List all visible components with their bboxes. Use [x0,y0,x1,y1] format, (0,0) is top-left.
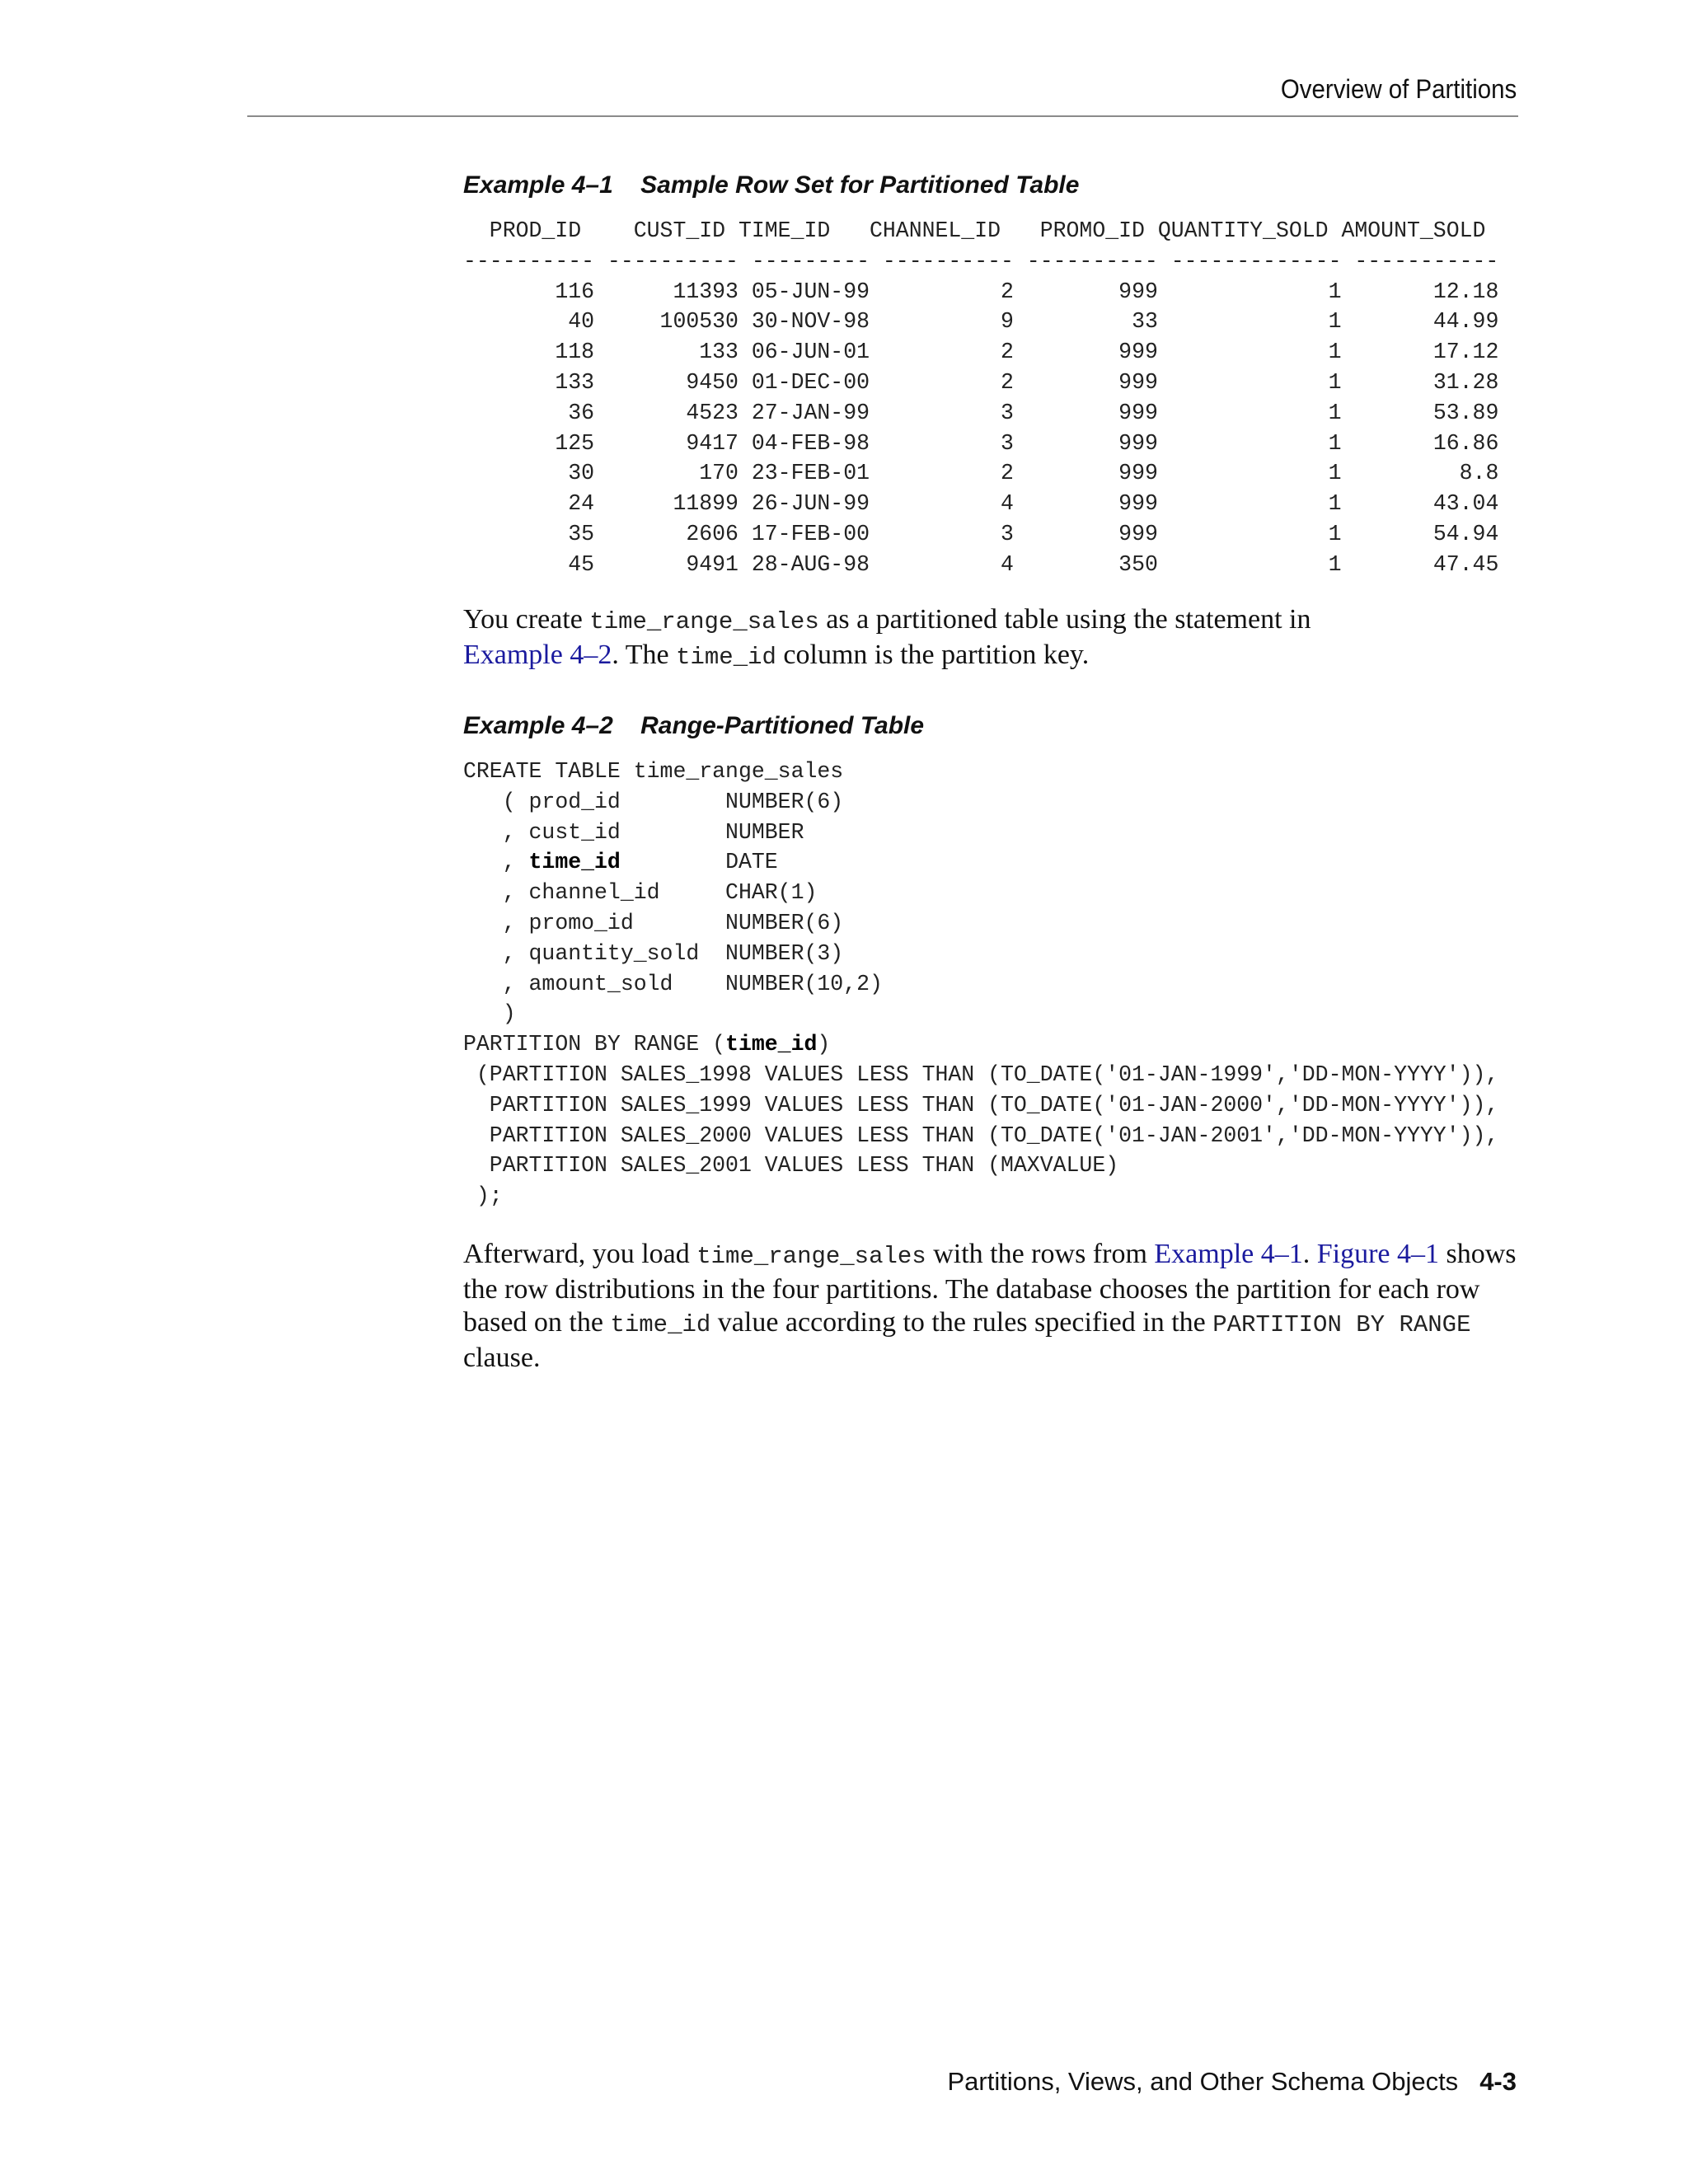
table-cell-amount-sold: 31.28 [1354,369,1499,395]
code-line: , channel_id CHAR(1) [463,880,818,906]
table-cell-quantity-sold: 1 [1170,430,1342,456]
table-cell-amount-sold: 47.45 [1354,551,1499,577]
table-cell-cust-id: 9450 [607,369,738,395]
table-cell-quantity-sold: 1 [1170,491,1342,517]
table-row [463,552,1498,577]
table-cell-promo-id: 999 [1026,369,1158,395]
table-row [463,370,1498,395]
table-cell-cust-id: 170 [607,461,738,486]
table-cell-channel-id: 2 [882,369,1014,395]
table-cell-time-id: 01-DEC-00 [751,369,870,395]
table-cell-prod-id: 133 [463,369,595,395]
table-cell-channel-id: 2 [882,340,1014,365]
table-cell-channel-id: 2 [882,279,1014,304]
table-cell-promo-id: 999 [1026,491,1158,517]
code-line: ); [463,1183,503,1209]
table-cell-quantity-sold: 1 [1170,309,1342,335]
table-cell-channel-id: 3 [882,400,1014,425]
table-cell-amount-sold: 12.18 [1354,279,1499,304]
table-cell-amount-sold: 17.12 [1354,340,1499,365]
code-time-id: time_id [610,1311,711,1338]
code-time-id: time_id [676,644,776,671]
code-line: , quantity_sold NUMBER(3) [463,940,844,966]
table-cell-promo-id: 999 [1026,400,1158,425]
table-cell-time-id: 27-JAN-99 [751,400,870,425]
table-row [463,309,1498,334]
table-row [463,491,1498,516]
table-cell-promo-id: 33 [1026,309,1158,335]
code-line: (PARTITION SALES_1998 VALUES LESS THAN (TO_DATE('01-JAN-1999','DD-MON-YYYY')), [463,1062,1499,1087]
table-cell-promo-id: 999 [1026,521,1158,546]
table-cell-amount-sold: 16.86 [1354,430,1499,456]
table-row [463,522,1498,546]
table-cell-time-id: 26-JUN-99 [751,491,870,517]
table-cell-prod-id: 30 [463,461,595,486]
table-cell-promo-id: 999 [1026,461,1158,486]
code-line: , time_id DATE [463,850,778,875]
create-table-statement [463,757,1498,1212]
link-example-4-1[interactable]: Example 4–1 [1154,1239,1303,1269]
table-cell-prod-id: 125 [463,430,595,456]
table-cell-channel-id: 3 [882,430,1014,456]
table-cell-time-id: 23-FEB-01 [751,461,870,486]
table-cell-cust-id: 4523 [607,400,738,425]
code-line: , promo_id NUMBER(6) [463,910,844,935]
table-cell-channel-id: 4 [882,551,1014,577]
table-cell-channel-id: 2 [882,461,1014,486]
table-cell-time-id: 17-FEB-00 [751,521,870,546]
table-cell-prod-id: 40 [463,309,595,335]
table-cell-cust-id: 9417 [607,430,738,456]
table-cell-amount-sold: 54.94 [1354,521,1499,546]
table-row [463,279,1498,304]
table-cell-quantity-sold: 1 [1170,369,1342,395]
example-4-2-caption: Example 4–2 Range-Partitioned Table [463,712,925,739]
table-cell-promo-id: 999 [1026,430,1158,456]
table-cell-promo-id: 999 [1026,279,1158,304]
table-cell-channel-id: 4 [882,491,1014,517]
table-cell-time-id: 30-NOV-98 [751,309,870,335]
code-line: , amount_sold NUMBER(10,2) [463,971,883,996]
table-cell-quantity-sold: 1 [1170,340,1342,365]
table-row [463,401,1498,425]
footer-title: Partitions, Views, and Other Schema Objects [947,2067,1459,2096]
table-row [463,431,1498,456]
code-line: PARTITION SALES_2000 VALUES LESS THAN (TO_DATE('01-JAN-2001','DD-MON-YYYY')), [463,1122,1499,1148]
code-partition-by-range: PARTITION BY RANGE [1212,1311,1471,1338]
sample-rows-table [463,216,1498,580]
table-cell-quantity-sold: 1 [1170,400,1342,425]
table-header: PROD_ID CUST_ID TIME_ID CHANNEL_ID PROMO_ID QUANTITY_SOLD AMOUNT_SOLD [463,218,1486,243]
code-time-range-sales: time_range_sales [589,608,819,635]
table-rule: ---------- ---------- --------- ---------- ---------- ------------- ----------- [463,248,1499,274]
table-cell-promo-id: 999 [1026,340,1158,365]
example-4-1-caption: Example 4–1 Sample Row Set for Partitioned Table [463,171,1080,199]
table-cell-amount-sold: 43.04 [1354,491,1499,517]
table-row [463,340,1498,364]
table-cell-amount-sold: 53.89 [1354,400,1499,425]
code-line: PARTITION BY RANGE (time_id) [463,1032,831,1057]
page-number: 4-3 [1479,2067,1517,2096]
table-cell-prod-id: 35 [463,521,595,546]
code-time-range-sales: time_range_sales [696,1243,926,1270]
table-cell-channel-id: 3 [882,521,1014,546]
code-line: ) [463,1001,516,1027]
table-cell-quantity-sold: 1 [1170,461,1342,486]
table-cell-promo-id: 350 [1026,551,1158,577]
table-cell-time-id: 28-AUG-98 [751,551,870,577]
table-cell-time-id: 06-JUN-01 [751,340,870,365]
running-footer [947,2067,1517,2097]
link-example-4-2[interactable]: Example 4–2 [463,640,612,670]
table-cell-prod-id: 45 [463,551,595,577]
table-cell-prod-id: 118 [463,340,595,365]
code-line: PARTITION SALES_1999 VALUES LESS THAN (TO_DATE('01-JAN-2000','DD-MON-YYYY')), [463,1092,1499,1118]
code-line: PARTITION SALES_2001 VALUES LESS THAN (MAXVALUE) [463,1153,1119,1179]
code-line: , cust_id NUMBER [463,819,804,845]
header-rule [247,115,1518,117]
table-cell-channel-id: 9 [882,309,1014,335]
table-cell-quantity-sold: 1 [1170,279,1342,304]
paragraph-intro: You create time_range_sales as a partitioned table using the statement in Example 4–2. The time_id column is the partition key. [463,604,1311,671]
table-cell-cust-id: 133 [607,340,738,365]
code-keyword-time-id: time_id [725,1032,818,1057]
code-keyword-time-id: time_id [528,850,621,875]
table-cell-cust-id: 2606 [607,521,738,546]
table-cell-cust-id: 11899 [607,491,738,517]
running-header: Overview of Partitions [1280,74,1517,104]
table-cell-prod-id: 24 [463,491,595,517]
table-row [463,461,1498,485]
paragraph-afterward: Afterward, you load time_range_sales with the rows from Example 4–1. Figure 4–1 shows the row distributions in the four partitions. The database chooses the partition for each row based on the time_id value according to the rules specified in the PARTITION BY RANGE clause. [463,1239,1517,1373]
table-cell-quantity-sold: 1 [1170,521,1342,546]
table-cell-time-id: 04-FEB-98 [751,430,870,456]
link-figure-4-1[interactable]: Figure 4–1 [1316,1239,1440,1269]
table-cell-quantity-sold: 1 [1170,551,1342,577]
code-line: ( prod_id NUMBER(6) [463,789,844,814]
table-cell-cust-id: 11393 [607,279,738,304]
code-line: CREATE TABLE time_range_sales [463,759,844,784]
table-cell-prod-id: 36 [463,400,595,425]
table-cell-time-id: 05-JUN-99 [751,279,870,304]
table-cell-cust-id: 100530 [607,309,738,335]
table-cell-amount-sold: 44.99 [1354,309,1499,335]
table-rows [463,279,1498,577]
table-cell-cust-id: 9491 [607,551,738,577]
table-cell-amount-sold: 8.8 [1354,461,1499,486]
table-cell-prod-id: 116 [463,279,595,304]
